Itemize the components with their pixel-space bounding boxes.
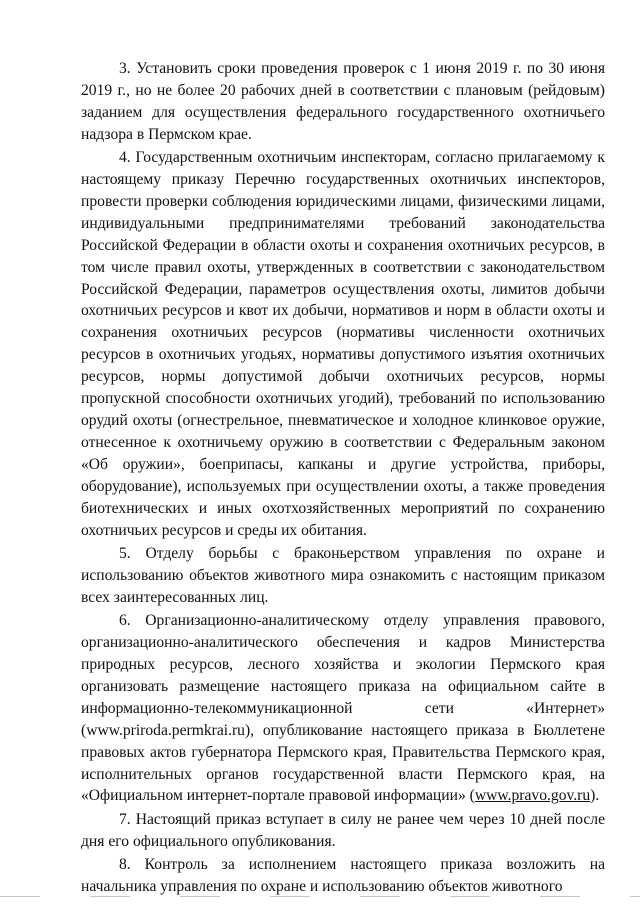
paragraph-7: 7. Настоящий приказ вступает в силу не ранее чем через 10 дней после дня его официального опубликования.	[81, 810, 605, 850]
paragraph-6-tail: ).	[590, 787, 600, 805]
paragraph-3: 3. Установить сроки проведения проверок с 1 июня 2019 г. по 30 июня 2019 г., но не более 20 рабочих дней в соответствии с плановым (рейдовым) заданием для осуществления федерального государственного охотничьего надзора в Пермском крае.	[81, 60, 605, 143]
paragraph-5: 5. Отделу борьбы с браконьерством управления по охране и использованию объектов животного мира ознакомить с настоящим приказом всех заинтересованных лиц.	[81, 544, 605, 606]
paragraph-4: 4. Государственным охотничьим инспекторам, согласно прилагаемому к настоящему приказу Перечню государственных охотничьих инспекторов, провести проверки соблюдения юридическими лицами, физическими лицами, индивидуальными предпринимателями требований законодательства Российской Федерации в области охоты и сохранения охотничьих ресурсов, в том числе правил охоты, утвержденных в соответствии с законодательством Российской Федерации, параметров осуществления охоты, лимитов добычи охотничьих ресурсов и квот их добычи, нормативов и норм в области охоты и сохранения охотничьих ресурсов (нормативы численности охотничьих ресурсов в охотничьих угодьях, нормативы допустимого изъятия охотничьих ресурсов, нормы допустимой добычи охотничьих ресурсов, нормы пропускной способности охотничьих угодий), требований по использованию орудий охоты (огнестрельное, пневматическое и холодное клинковое оружие, отнесенное к охотничьему оружию в соответствии с Федеральным законом «Об оружии», боеприпасы, капканы и другие устройства, приборы, оборудование), используемых при осуществлении охоты, а также проведения биотехнических и иных охотхозяйственных мероприятий по сохранению охотничьих ресурсов и среды их обитания.	[81, 149, 605, 539]
pravo-gov-link[interactable]: www.pravo.gov.ru	[474, 787, 591, 805]
document-page	[81, 58, 605, 899]
paragraph-8: 8. Контроль за исполнением настоящего приказа возложить на начальника управления по охране и использованию объектов животного	[81, 856, 605, 896]
page-edge-line	[0, 896, 640, 897]
paragraph-6	[81, 610, 605, 807]
paragraph-6-text: 6. Организационно-аналитическому отделу управления правового, организационно-аналитического обеспечения и кадров Министерства природных ресурсов, лесного хозяйства и экологии Пермского края организовать размещение настоящего приказа на официальном сайте в информационно-телекоммуникационной сети «Интернет» (www.priroda.permkrai.ru), опубликование настоящего приказа в Бюллетене правовых актов губернатора Пермского края, Правительства Пермского края, исполнительных органов государственной власти Пермского края, на «Официальном интернет-портале правовой информации» (	[81, 612, 605, 805]
